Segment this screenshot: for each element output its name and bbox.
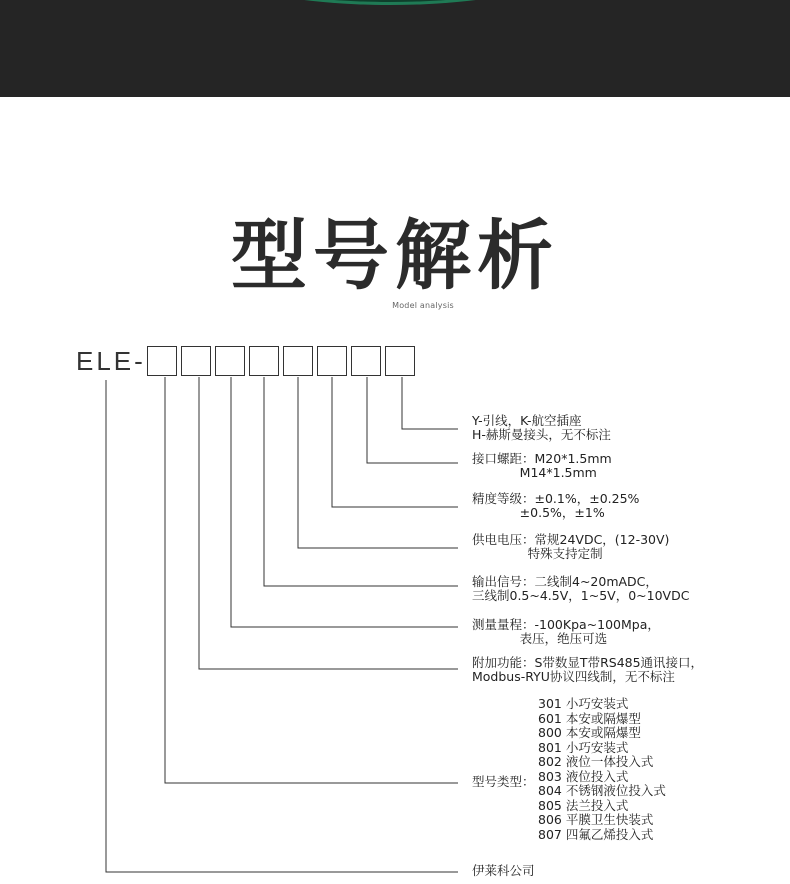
connector-option-5 bbox=[264, 377, 458, 586]
option-type-label: 型号类型： bbox=[472, 774, 535, 789]
connector-option-1 bbox=[402, 377, 458, 429]
option-type-item: 804 不锈钢液位投入式 bbox=[538, 783, 666, 798]
option-type-item: 807 四氟乙烯投入式 bbox=[538, 827, 654, 842]
option-type-item: 800 本安或隔爆型 bbox=[538, 725, 641, 740]
connector-option-2 bbox=[367, 377, 458, 463]
option-output-line1: 输出信号：二线制4~20mADC， bbox=[472, 574, 658, 589]
option-voltage-line1: 供电电压：常规24VDC，(12-30V) bbox=[472, 532, 670, 547]
page-subtitle: Model analysis bbox=[392, 301, 454, 310]
option-voltage-line2: 特殊支持定制 bbox=[472, 546, 603, 561]
option-accuracy-line2: ±0.5%，±1% bbox=[472, 505, 605, 520]
option-type-item: 806 平膜卫生快装式 bbox=[538, 812, 654, 827]
option-function-line2: Modbus-RYU协议四线制，无不标注 bbox=[472, 669, 675, 684]
option-range-line2: 表压，绝压可选 bbox=[472, 631, 608, 646]
option-thread-line1: 接口螺距：M20*1.5mm bbox=[472, 451, 612, 466]
option-type-item: 803 液位投入式 bbox=[538, 769, 629, 784]
option-type-item: 805 法兰投入式 bbox=[538, 798, 629, 813]
option-type-item: 301 小巧安装式 bbox=[538, 696, 629, 711]
option-range-line1: 测量量程：-100Kpa~100Mpa， bbox=[472, 617, 660, 632]
connector-option-9 bbox=[106, 380, 458, 872]
option-type-item: 601 本安或隔爆型 bbox=[538, 711, 641, 726]
option-connection-line2: H-赫斯曼接头，无不标注 bbox=[472, 427, 611, 442]
option-connection-line1: Y-引线，K-航空插座 bbox=[472, 413, 582, 428]
connector-option-7 bbox=[199, 377, 458, 669]
model-prefix: ELE- bbox=[76, 346, 146, 376]
option-accuracy-line1: 精度等级：±0.1%，±0.25% bbox=[472, 491, 640, 506]
option-company: 伊莱科公司 bbox=[472, 863, 535, 878]
option-type-item: 802 液位一体投入式 bbox=[538, 754, 654, 769]
option-thread-line2: M14*1.5mm bbox=[472, 465, 597, 480]
option-function-line1: 附加功能：S带数显T带RS485通讯接口， bbox=[472, 655, 704, 670]
option-output-line2: 三线制0.5~4.5V，1~5V，0~10VDC bbox=[472, 588, 690, 603]
page-title: 型号解析 bbox=[231, 211, 559, 300]
option-type-item: 801 小巧安装式 bbox=[538, 740, 629, 755]
connector-option-8 bbox=[165, 377, 458, 783]
connector-option-3 bbox=[332, 377, 458, 507]
connector-option-6 bbox=[231, 377, 458, 627]
